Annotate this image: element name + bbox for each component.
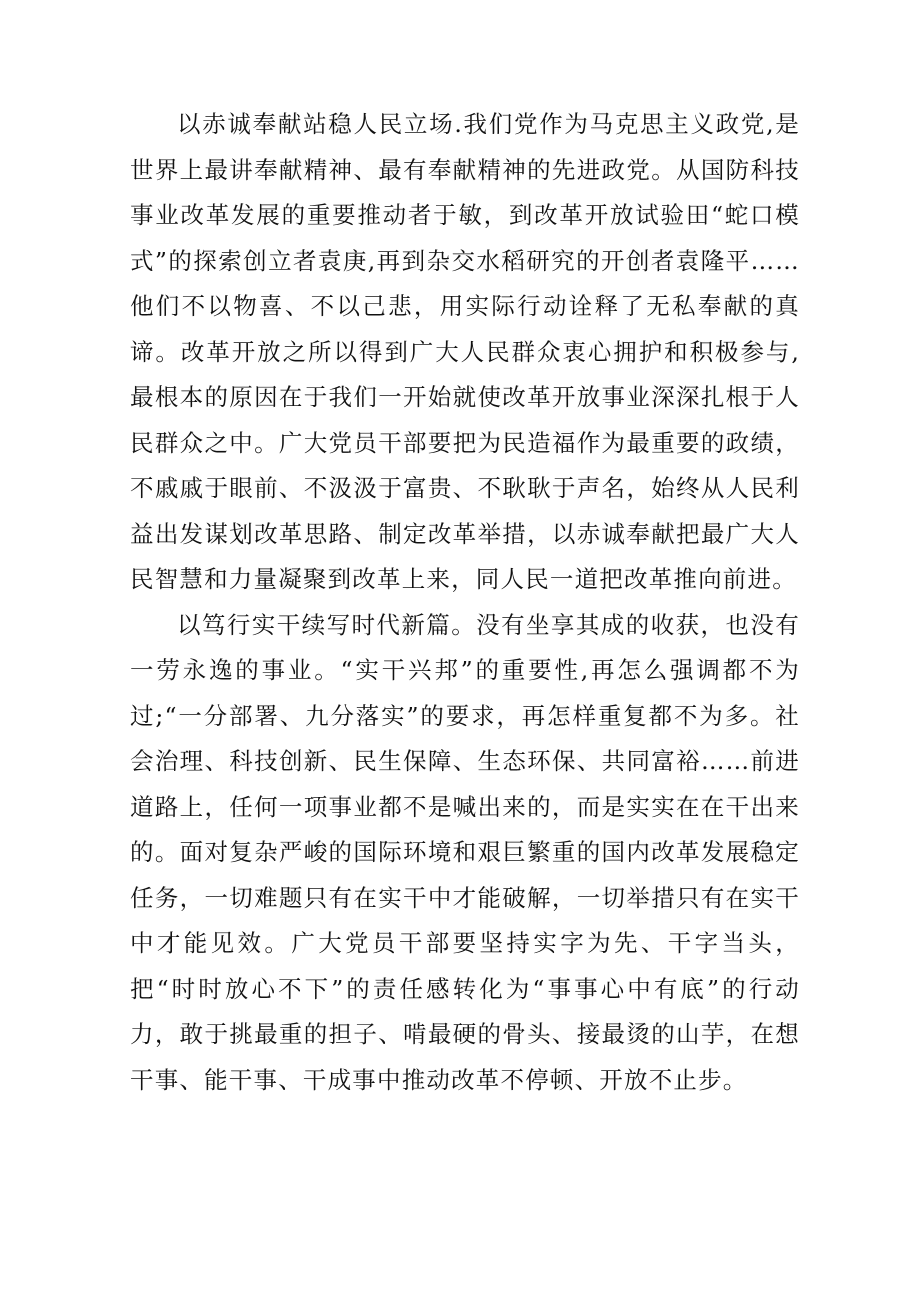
document-body (130, 102, 800, 1103)
paragraph-hard-work: 以笃行实干续写时代新篇。没有坐享其成的收获，也没有一劳永逸的事业。“实干兴邦”的重要性,再怎么强调都不为过;“一分部署、九分落实”的要求，再怎样重复都不为多。社会治理、科技创新、民生保障、生态环保、共同富裕……前进道路上，任何一项事业都不是喊出来的，而是实实在在干出来的。面对复杂严峻的国际环境和艰巨繁重的国内改革发展稳定任务，一切难题只有在实干中才能破解，一切举措只有在实干中才能见效。广大党员干部要坚持实字为先、干字当头，把“时时放心不下”的责任感转化为“事事心中有底”的行动力，敢于挑最重的担子、啃最硬的骨头、接最烫的山芋，在想干事、能干事、干成事中推动改革不停顿、开放不止步。 (130, 610, 800, 1094)
paragraph-dedication: 以赤诚奉献站稳人民立场.我们党作为马克思主义政党,是世界上最讲奉献精神、最有奉献精神的先进政党。从国防科技事业改革发展的重要推动者于敏，到改革开放试验田“蛇口模式”的探索创立者袁庚,再到杂交水稻研究的开创者袁隆平……他们不以物喜、不以己悲，用实际行动诠释了无私奉献的真谛。改革开放之所以得到广大人民群众衷心拥护和积极参与,最根本的原因在于我们一开始就使改革开放事业深深扎根于人民群众之中。广大党员干部要把为民造福作为最重要的政绩，不戚戚于眼前、不汲汲于富贵、不耿耿于声名，始终从人民利益出发谋划改革思路、制定改革举措，以赤诚奉献把最广大人民智慧和力量凝聚到改革上来，同人民一道把改革推向前进。 (130, 110, 800, 593)
